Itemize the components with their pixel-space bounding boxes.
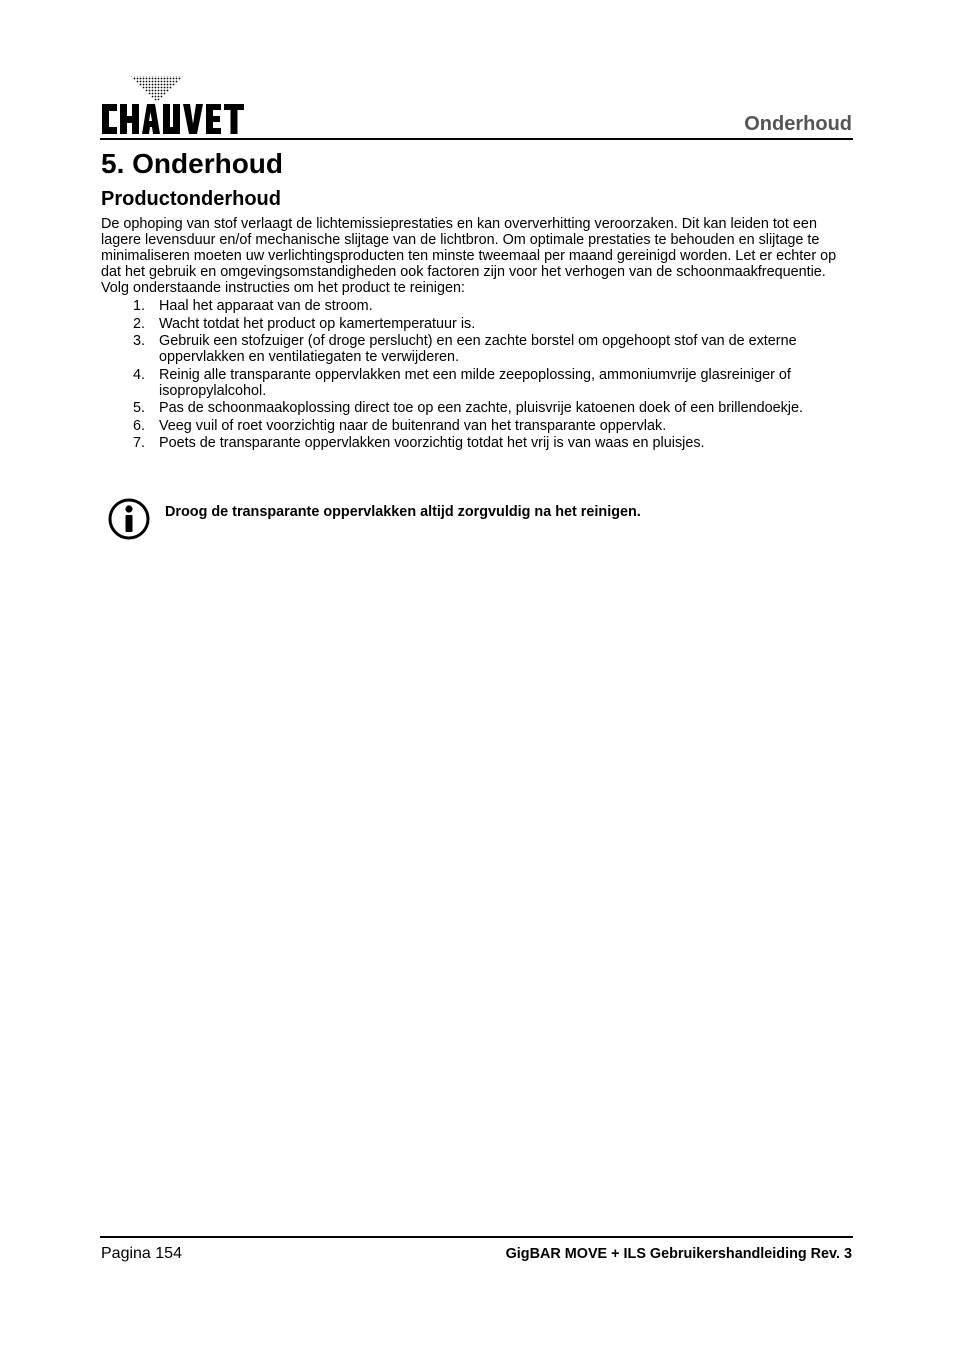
step-number: 4. bbox=[132, 366, 145, 383]
list-item bbox=[101, 435, 853, 451]
list-item bbox=[101, 333, 853, 365]
step-number: 3. bbox=[132, 333, 145, 349]
section-title: Productonderhoud bbox=[101, 188, 281, 210]
step-number: 5. bbox=[132, 400, 145, 416]
list-item bbox=[101, 298, 853, 314]
page-number: Pagina 154 bbox=[101, 1245, 182, 1262]
chapter-title: 5. Onderhoud bbox=[101, 148, 283, 179]
document-title: GigBAR MOVE + ILS Gebruikershandleiding Rev. 3 bbox=[505, 1246, 852, 1262]
list-item bbox=[101, 316, 853, 332]
step-text: Poets de transparante oppervlakken voorzichtig totdat het vrij is van waas en pluisjes. bbox=[159, 435, 705, 451]
step-text: Wacht totdat het product op kamertemperatuur is. bbox=[159, 315, 476, 332]
step-number: 7. bbox=[132, 435, 145, 451]
step-number: 6. bbox=[132, 417, 145, 434]
list-item bbox=[101, 400, 853, 416]
note-text: Droog de transparante oppervlakken altijd zorgvuldig na het reinigen. bbox=[165, 504, 641, 520]
cleaning-steps-list bbox=[101, 298, 853, 451]
step-text: Reinig alle transparante oppervlakken met een milde zeepoplossing, ammoniumvrije glasreiniger of isopropylalcohol. bbox=[159, 366, 791, 399]
step-text: Veeg vuil of roet voorzichtig naar de buitenrand van het transparante oppervlak. bbox=[159, 417, 667, 434]
step-text: Pas de schoonmaakoplossing direct toe op een zachte, pluisvrije katoenen doek of een brillendoekje. bbox=[159, 400, 803, 416]
step-text: Gebruik een stofzuiger (of droge perslucht) en een zachte borstel om opgehoopt stof van de externe oppervlakken en ventilatiegaten te verwijderen. bbox=[159, 333, 797, 365]
instructions-intro: Volg onderstaande instructies om het product te reinigen: bbox=[101, 280, 465, 296]
list-item bbox=[101, 367, 853, 399]
info-note bbox=[107, 497, 853, 541]
intro-paragraph: De ophoping van stof verlaagt de lichtemissieprestaties en kan oververhitting veroorzaken. Dit kan leiden tot een lagere levensduur en/of mechanische slijtage van de lichtbron. Om optimale prestaties te behouden en slijtage te minimaliseren moeten uw verlichtingsproducten ten minste tweemaal per maand gereinigd worden. Let er echter op dat het gebruik en omgevingsomstandigheden ook factoren zijn voor het verhogen van de schoonmaakfrequentie. bbox=[101, 216, 837, 280]
step-text: Haal het apparaat van de stroom. bbox=[159, 298, 373, 314]
chauvet-dj-logo-icon bbox=[100, 74, 248, 138]
step-number: 1. bbox=[132, 298, 145, 314]
list-item bbox=[101, 418, 853, 434]
step-number: 2. bbox=[132, 315, 145, 332]
info-icon bbox=[107, 497, 151, 541]
brand-logo bbox=[100, 74, 248, 138]
body-text bbox=[101, 216, 853, 453]
header-divider bbox=[100, 138, 853, 140]
header-section-label: Onderhoud bbox=[744, 113, 852, 135]
footer-divider bbox=[100, 1236, 853, 1238]
